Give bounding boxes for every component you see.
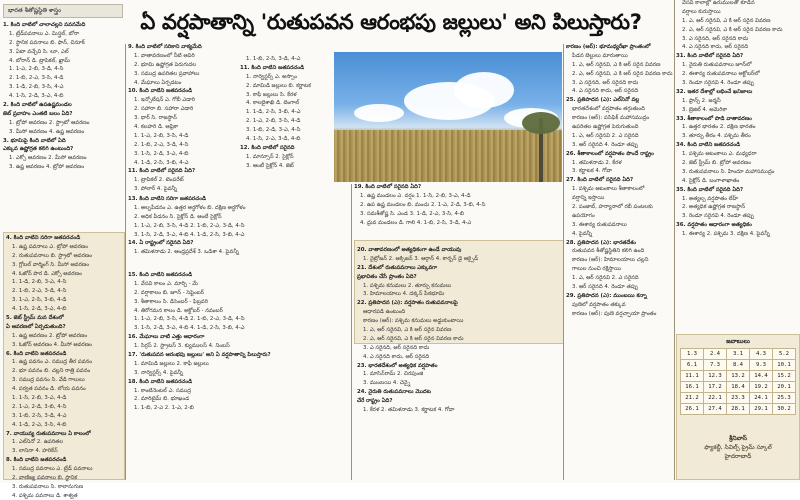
option-text: 3. ఆర్ సరైనది 4. రెండూ తప్పు xyxy=(572,284,639,291)
option-text: 1. ఉష్ణ పవనం ఎ. సముద్ర తీర పవనం xyxy=(12,359,93,366)
option-text: 2. ఎ, ఆర్ సరైనవి, ఎ కి ఆర్ సరైన వివరణ కాదు xyxy=(682,26,783,33)
option-text: 3. తూర్పు తీరం 4. పశ్చిమ తీరం xyxy=(682,133,751,140)
question-text: 21. దేశంలో రుతుపవనాలు ఎక్కువగా xyxy=(357,264,438,271)
option-text: 3. కర్ణాటక 4. గోవా xyxy=(572,168,612,175)
headline: ఏ వర్షపాతాన్ని 'రుతుపవన ఆరంభపు జల్లులు' అని పిలుస్తారు? xyxy=(140,10,642,34)
option-text: 2. 1-ఎ, 2-డి, 3-బి, 4-సి xyxy=(12,403,67,410)
column-1 xyxy=(3,22,123,238)
question-text: 9. కింది వాటిలో సరికాని వాక్యమేది xyxy=(128,44,202,50)
option-text: 3. పోలార్ 4. పైవన్నీ xyxy=(134,186,178,193)
option-text: 1. మాన్సూన్ 2. సైక్లోన్ xyxy=(246,153,294,160)
option-text: 3. 1-డి, 2-బి, 3-సి, 4-ఎ xyxy=(9,84,64,91)
option-text: 1. ఎ, ఆర్ సరైనవి 2. ఎ సరైనది xyxy=(572,132,639,139)
option-text: 4. 1-సి, 2-ఎ, 3-డి, 4-బి xyxy=(246,136,301,143)
option-text: 1. పశ్చిమ ఆటంకాలు శీతాకాలంలో xyxy=(572,186,645,193)
question-text: 7. వాయువ్య రుతుపవనాలు ఏ కాలంలో xyxy=(6,430,91,437)
option-text: 2. పంజాబ్, హర్యానాలో రబీ పంటలకు xyxy=(572,204,653,211)
option-text: 3. నార్వెస్టర్స్ 4. పైవన్నీ xyxy=(134,369,184,376)
question-text: 28. ప్రతిపాదన (ఎ): భారతదేశం xyxy=(566,239,636,246)
question-text: 5. జెట్ స్ట్రీమ్ మన దేశంలో xyxy=(6,315,64,322)
option-text: కారణం (ఆర్): హిమాలయాలు చల్లని xyxy=(572,257,649,264)
option-text: ఆధారపడి ఉంటుంది xyxy=(363,309,406,316)
answer-cell: 28.1 xyxy=(727,404,750,415)
option-text: 1. ఉష్ణ ఆవరణం 2. ట్రోపో ఆవరణం xyxy=(12,332,88,339)
option-text: 4. 1-సి, 2-డి, 3-ఎ, 4-బి xyxy=(12,306,67,313)
dry-grass xyxy=(334,130,562,182)
option-text: 3. ఉష్ణ ఆవరణం 4. ట్రోపో ఆవరణం xyxy=(9,164,85,171)
option-text: 3. థార్ సి. రాజస్థాన్ xyxy=(134,115,177,122)
answer-cell: 3.1 xyxy=(727,349,750,360)
answer-cell: 14.4 xyxy=(750,371,773,382)
answer-cell: 2.4 xyxy=(704,349,727,360)
option-text: 3. ఎ సరైనది, ఆర్ సరైనది కాదు xyxy=(572,79,639,86)
option-text: 1. కేరళ 2. తమిళనాడు 3. కర్ణాటక 4. గోవా xyxy=(363,407,455,414)
option-text: 3. ముంబయి 4. చెన్నై xyxy=(363,380,411,387)
option-text: 1. ఎ, ఆర్ సరైనవి, ఎ కి ఆర్ సరైన వివరణ xyxy=(682,17,771,24)
option-text: 3. మీసో ఆవరణం 4. ఉష్ణ ఆవరణం xyxy=(9,128,85,135)
option-text: 4. పర్వత పవనం డి. లోయ పవనం xyxy=(12,386,86,393)
option-text: 3. ఆంటీ సైక్లోన్ 4. జెట్ xyxy=(246,162,294,169)
answer-cell: 24.1 xyxy=(750,393,773,404)
option-text: 3. గ్లోబల్ వార్మింగ్ సి. మీసో ఆవరణం xyxy=(12,261,89,268)
option-text: 3. 1-ఎ, 2-సి, 3-బి, 4-డి xyxy=(12,297,67,304)
question-text: ఎక్కువ ఉష్ణోగ్రత కలిగి ఉంటుంది? xyxy=(3,146,74,153)
option-text: 2. ఈశాన్య రుతుపవనాలు అక్టోబర్‌లో xyxy=(682,71,760,78)
answer-cell: 11.1 xyxy=(681,371,704,382)
answer-cell: 8.4 xyxy=(727,360,750,371)
column-middle-bottom xyxy=(128,272,350,478)
option-text: 1. నైరుతి రుతుపవనాలు జూన్‌లో xyxy=(682,62,752,69)
question-text: ఏ ఆవరణలో ఏర్పడుతుంది? xyxy=(6,323,66,330)
option-text: 3. ఎ సరైనది, ఆర్ సరైనది కాదు xyxy=(682,35,749,42)
question-text: 35. కింది వాటిలో సరైనది ఏది? xyxy=(676,186,744,193)
question-text: 8. కింది వాటిని జతపరచండి xyxy=(6,457,67,464)
option-text: 4. 1-డి, 2-సి, 3-బి, 4-ఎ xyxy=(134,159,189,166)
field-sky-photo xyxy=(334,52,562,182)
question-text: 27. కింది వాటిలో సరైనది ఏది? xyxy=(566,177,634,184)
question-text: చేరే రాష్ట్రం ఏది? xyxy=(357,398,393,405)
column-1-box xyxy=(3,232,123,499)
column-rule xyxy=(351,184,352,480)
option-text: 3. 1-సి, 2-డి, 3-ఎ, 4-బి xyxy=(134,150,189,157)
answers-row xyxy=(681,404,796,415)
option-text: 4. ఎ సరైనది కాదు, ఆర్ సరైనది xyxy=(363,353,430,360)
answer-cell: 15.2 xyxy=(773,371,796,382)
option-text: 3. సముద్ర పవనం సి. వేడి గాలులు xyxy=(12,377,85,384)
option-text: 1. వాతావరణంలో నీటి ఆవిరి xyxy=(134,52,195,59)
question-text: 13. కింది వాటిని సరిగా జతపరచండి xyxy=(128,196,206,202)
author-credit xyxy=(680,434,796,461)
option-text: 1. మాసిన్‌రామ్ 2. చిరపుంజి xyxy=(363,371,424,378)
question-text: 2. కింది వాటిలో ఉపఉష్ణమండల xyxy=(3,102,72,109)
option-text: 4. 1-డి, 2-ఎ, 3-సి, 4-బి xyxy=(12,421,67,428)
author-city: హైదరాబాద్ xyxy=(724,453,752,460)
answer-cell: 27.4 xyxy=(704,404,727,415)
answers-row xyxy=(681,360,796,371)
option-text: 3. సముద్ర ఉపరితల ప్రవాహాలు xyxy=(134,70,200,77)
option-text: 4. కలహరి డి. ఆఫ్రికా xyxy=(134,124,179,131)
answer-cell: 25.3 xyxy=(773,393,796,404)
answer-cell: 4.3 xyxy=(750,349,773,360)
answer-cell: 18.4 xyxy=(727,382,750,393)
question-text: 12. కింది వాటిలో సరైనది xyxy=(240,144,295,151)
option-text: 1. ఉష్ణ మండలం ఎ. వర్షం 1. 1-సి, 2-బి, 3-ఎ, 4-డి xyxy=(360,192,471,199)
answers-row xyxy=(681,349,796,360)
option-text: 3. ఈశాన్య రుతుపవనాలు xyxy=(572,221,627,228)
option-text: 1. పశ్చిమ కనుమలు 2. తూర్పు కనుమలు xyxy=(363,282,452,289)
option-text: 4. సైక్లోన్ డి. బంగాళాఖాతం xyxy=(682,177,740,184)
question-text: 10. కింది వాటిని జతపరచండి xyxy=(128,88,193,95)
question-text: 15. కింది వాటిని జతపరచండి xyxy=(128,272,193,278)
option-text: 3. 1-బి, 2-సి, 3-డి, 4-ఎ xyxy=(12,412,67,419)
option-text: 1. 1-ఎ, 2-బి, 3-సి, 4-డి 2. 1-బి, 2-ఎ, 3-డి, 4-సి xyxy=(134,222,245,229)
answer-cell: 12.3 xyxy=(704,371,727,382)
answer-cell: 16.1 xyxy=(681,382,704,393)
option-text: 1. మామిడి జల్లులు 2. కాఫీ జల్లులు xyxy=(134,360,209,367)
answers-row xyxy=(681,371,796,382)
option-text: 1. 1-డి, 2-సి, 3-బి, 4-ఎ xyxy=(246,109,301,116)
option-text: 4. ఎ సరైనది కాదు, ఆర్ సరైనది xyxy=(572,88,639,95)
option-text: 1. ఉత్తర భారతం 2. దక్షిణ భారతం xyxy=(682,124,756,131)
option-text: 2. మారిటైమ్ బి. భూఖండ xyxy=(134,396,190,403)
option-text: 4. ఎ సరైనది కాదు, ఆర్ సరైనది xyxy=(682,44,749,51)
option-text: 1. 1-డి, 2-బి, 3-ఎ, 4-సి xyxy=(12,279,67,286)
question-text: కారణం (ఆర్): భూమధ్యరేఖా ప్రాంతంలో xyxy=(566,44,651,50)
option-text: 3. రెండూ సరైనవి 4. రెండూ తప్పు xyxy=(682,213,755,220)
option-text: 4. తిరోగమన కాలం డి. అక్టోబర్ - నవంబర్ xyxy=(134,307,223,314)
question-text: 11. కింది వాటిని జతపరచండి xyxy=(240,64,305,71)
option-text: 1. 1-ఎ, 2-బి, 3-డి, 4-సి xyxy=(9,66,64,73)
question-text: 11. కింది వాటిలో సరైనది ఏది? xyxy=(128,168,196,175)
question-text: 36. వర్షపాతం ఆధారంగా అత్యధికం xyxy=(676,222,752,229)
option-text: ఉపరితల ఉష్ణోగ్రత పెరుగుతుంది xyxy=(572,124,639,131)
option-text: 3. 1-సి, 2-డి, 3-ఎ, 4-బి 4. 1-డి, 2-సి, 3-బి, 4-ఎ xyxy=(134,231,245,238)
option-text: గాలుల నుంచి రక్షిస్తాయి xyxy=(572,266,621,273)
answer-cell: 10.1 xyxy=(773,360,796,371)
question-text: 18. కింది వాటిని జతపరచండి xyxy=(128,378,193,385)
answer-cell: 30.2 xyxy=(773,404,796,415)
option-text: 1. నైట్రోజన్ 2. ఆక్సిజన్ 3. ఆర్గాన్ 4. కార్బన్ డై ఆక్సైడ్ xyxy=(363,255,479,262)
option-text: 4. బోరాన్ డి. ట్రాపికల్, ఖ్రామ్ xyxy=(9,57,71,64)
option-text: 1. 1-ఎ, 2-బి, 3-సి, 4-డి xyxy=(134,132,189,139)
answer-cell: 5.2 xyxy=(773,349,796,360)
option-text: 1. ఎ, ఆర్ సరైనవి, ఎ కి ఆర్ సరైన వివరణ xyxy=(572,61,661,68)
question-text: 32. ఇతర దేశాల్లో లభించే ఖనిజాలు xyxy=(676,88,753,95)
option-text: 1. ట్రేడ్‌పవనాలు ఎ. మిస్త్రల్, బోరా xyxy=(9,30,80,37)
option-text: 3. రుతుపవనాలు సి. కాలానుగుణ xyxy=(12,483,84,490)
option-text: 2. మామిడి జల్లులు బి. కర్ణాటక xyxy=(246,82,311,89)
option-text: 3. కాఫీ జల్లులు సి. కేరళ xyxy=(246,91,297,98)
section-tag: భారత శీతోష్ణస్థితి శాస్త్రం xyxy=(3,4,123,18)
column-center-lower xyxy=(354,244,564,480)
column-2 xyxy=(128,44,238,192)
tree-canopy xyxy=(522,112,560,134)
option-text: 4. 1-సి, 2-డి, 3-ఎ, 4-బి xyxy=(9,93,64,100)
option-text: 2. ఎ, ఆర్ సరైనవి, ఎ కి ఆర్ సరైన వివరణ కాదు xyxy=(363,335,464,342)
option-text: 2. జెట్ స్ట్రీమ్ బి. ట్రోపో ఆవరణం xyxy=(682,160,751,167)
option-text: కారణం (ఆర్): పుణె వర్షచ్ఛాయా ప్రాంతం xyxy=(572,310,657,317)
option-text: 2. భూ పవనం బి. చల్లని రాత్రి పవనం xyxy=(12,368,91,375)
option-text: 1. 1-బి, 2-సి, 3-డి, 4-ఎ xyxy=(246,56,301,62)
answers-title: జవాబులు xyxy=(726,338,750,345)
option-text: 1. పశ్చిమ ఆటంకాలు ఎ. మధ్యధరా xyxy=(682,151,757,158)
question-text: 22. ప్రతిపాదన (ఎ): వర్షపాతం రుతుపవనాలపై xyxy=(357,300,458,307)
question-text: 23. భారతదేశంలో అత్యధిక వర్షపాతం xyxy=(357,362,438,369)
question-text: జెట్ ప్రవాహం ఎంతటి బలం ఏది? xyxy=(3,110,73,117)
column-rule xyxy=(125,44,126,480)
option-text: 2. ఉప ఉష్ణ మండలం బి. మంచు 2. 1-ఎ, 2-డి, 3-బి, 4-సి xyxy=(360,201,486,208)
question-text: 24. నైరుతి రుతుపవనాలు మొదట xyxy=(357,389,431,396)
column-rule xyxy=(674,0,675,480)
question-text: 16. మేఘాలు వాటి ఎత్తు ఆధారంగా xyxy=(128,334,205,341)
column-5 xyxy=(566,44,674,476)
option-text: కారణం (ఆర్): పశ్చిమ కనుమలు అడ్డుకుంటాయి xyxy=(363,318,464,325)
option-text: 2. సహారా బి. సహారా ఎడారి xyxy=(134,106,194,113)
option-text: 1. ఎ, ఆర్ సరైనవి, ఎ కి ఆర్ సరైన వివరణ xyxy=(363,327,452,334)
option-text: 1. అల్పపీడనం ఎ. ఉత్తర అర్ధగోళం బి. దక్షిణ అర్ధగోళం xyxy=(134,204,246,211)
cloud xyxy=(454,72,514,108)
option-text: 3. రెండూ సరైనవి 4. రెండూ తప్పు xyxy=(682,80,755,87)
option-text: రుతుపవన శీతోష్ణస్థితిని కలిగి ఉంది xyxy=(572,248,645,255)
option-text: 1. కాంటినెంటల్ ఎ. సముద్ర xyxy=(134,387,191,394)
option-text: 4. మేఘాలు ఏర్పడటం xyxy=(134,79,182,86)
option-text: 4. పైవన్నీ xyxy=(572,230,593,237)
option-text: 3. సమశీతోష్ణ సి. ఎండ 3. 1-డి, 2-ఎ, 3-సి, 4-బి xyxy=(360,210,465,217)
answer-cell: 20.1 xyxy=(773,382,796,393)
option-text: 2. స్థానిక పవనాలు బి. ఫాన్, చినూక్ xyxy=(9,39,85,46)
option-text: కారణం (ఆర్): పసిఫిక్ మహాసముద్రం xyxy=(572,115,650,122)
question-text: 29. ప్రతిపాదన (ఎ): ముంబయి కన్నా xyxy=(566,292,647,299)
option-text: భారతదేశంలో వర్షపాతం తగ్గుతుంది xyxy=(572,106,645,113)
option-text: 2. రుతుపవనాలు బి. స్ట్రాటో ఆవరణం xyxy=(12,252,92,259)
question-text: 34. కింది వాటిని జతపరచండి xyxy=(676,142,741,149)
question-text: 33. శీతాకాలంలో పొడి వాతావరణం xyxy=(676,115,752,122)
answer-cell: 22.1 xyxy=(704,393,727,404)
column-3 xyxy=(240,56,330,192)
option-text: 4. కాలబైశాఖి డి. బెంగాల్ xyxy=(246,100,300,107)
answer-cell: 19.2 xyxy=(750,382,773,393)
question-text: 31. కింది వాటిలో సరైనది ఏది? xyxy=(676,53,744,60)
question-text: 25. ప్రతిపాదన (ఎ): ఎల్‌నినో వల్ల xyxy=(566,97,640,104)
question-text: 26. శీతాకాలంలో వర్షపాతం పొందే రాష్ట్రం xyxy=(566,150,654,157)
option-text: 1. 1-ఎ, 2-బి, 3-సి, 4-డి 2. 1-బి, 2-ఎ, 3-డి, 4-సి xyxy=(134,316,245,323)
question-text: 4. కింది వాటిని సరిగా జతపరచండి xyxy=(6,235,81,241)
option-text: 2. 1-బి, 2-ఎ, 3-డి, 4-సి xyxy=(134,141,189,148)
option-text: 3. శీతాకాలం సి. డిసెంబర్ - ఫిబ్రవరి xyxy=(134,298,208,305)
question-text: 20. వాతావరణంలో అత్యధికంగా ఉండే వాయువు xyxy=(357,247,462,253)
answer-cell: 17.2 xyxy=(704,382,727,393)
question-text: 3. భూమిపై కింది వాటిలో ఏది xyxy=(3,137,66,144)
option-text: 1. ఎ, ఆర్ సరైనవి 2. ఎ సరైనది xyxy=(572,275,639,282)
option-text: 2. అత్యధిక ఉష్ణోగ్రత రాజస్థాన్ xyxy=(682,204,746,211)
option-text: ఉపయోగం xyxy=(572,212,595,219)
option-text: 1. 1-సి, 2-బి, 3-ఎ, 4-డి xyxy=(12,395,67,402)
column-middle-lower xyxy=(128,196,350,272)
option-text: 3. 1-సి, 2-డి, 3-ఎ, 4-బి 4. 1-డి, 2-సి, 3-బి, 4-ఎ xyxy=(134,325,245,332)
option-text: 3. బ్రెజిల్ 4. అమెరికా xyxy=(682,106,728,113)
option-text: 1. వేసవి కాలం ఎ. మార్చి - మే xyxy=(134,280,199,287)
answer-cell: 21.2 xyxy=(681,393,704,404)
option-text: 1. ఇన్సోలేషన్ ఎ. గోబీ ఎడారి xyxy=(134,97,195,104)
option-text: 1. సముద్ర పవనాలు ఎ. ట్రేడ్ పవనాలు xyxy=(12,466,93,473)
question-text: 19. కింది వాటిలో సరైనది ఏది? xyxy=(354,184,422,190)
column-6 xyxy=(676,0,800,334)
question-text: 14. ఏ రాష్ట్రంలో సరైనది ఏది? xyxy=(128,240,194,247)
option-text: వేసవి కాలాల్లో ఉరుములతో కూడిన xyxy=(682,0,755,6)
option-text: 2. 1-ఎ, 2-బి, 3-సి, 4-డి xyxy=(246,118,301,125)
option-text: 3. 1-బి, 2-డి, 3-ఎ, 4-సి xyxy=(246,127,301,134)
option-text: 2. ఎ, ఆర్ సరైనవి, ఎ కి ఆర్ సరైన వివరణ కాదు xyxy=(572,70,673,77)
option-text: 1. ఫ్రాన్స్ 2. జర్మనీ xyxy=(682,97,721,104)
option-text: 4. ఓజోన్ పొర డి. ఎక్సో ఆవరణం xyxy=(12,270,82,277)
answer-cell: 29.1 xyxy=(750,404,773,415)
answer-cell: 13.2 xyxy=(727,371,750,382)
option-text: 3. హిమాలయాలు 4. దక్కన్ పీఠభూమి xyxy=(363,291,445,298)
option-text: 4. ధ్రువ మండలం డి. గాలి 4. 1-బి, 2-సి, 3-డి, 4-ఎ xyxy=(360,219,472,226)
author-title: ఫ్యాకల్టీ, సివిల్స్ ప్రైమ్ స్కూల్ xyxy=(704,444,772,451)
option-text: 3. ఎ సరైనది, ఆర్ సరైనది కాదు xyxy=(363,344,430,351)
option-text: 3. రుతుపవనాలు సి. హిందూ మహాసముద్రం xyxy=(682,168,775,175)
question-text: 1. కింది వాటిలో చాలాచల్లని పవనమేది xyxy=(3,22,86,28)
question-text: 17. 'రుతుపవన ఆరంభపు జల్లులు' అని ఏ వర్షపాతాన్ని పిలుస్తారు? xyxy=(128,352,271,359)
option-text: 2. భూమి ఉష్ణోగ్రత పెరుగుదల xyxy=(134,61,197,68)
column-4 xyxy=(354,184,564,240)
option-text: 3. ఏటా వచ్చేవి సి. లూ, ఎల్ xyxy=(9,48,69,55)
option-text: 1. అత్యల్ప వర్షపాతం లేహ్ xyxy=(682,195,739,202)
option-text: వర్షాన్ని ఇస్తాయి xyxy=(572,195,605,202)
option-text: 1. తమిళనాడు 2. కేరళ xyxy=(572,159,622,166)
cloud xyxy=(354,104,404,122)
option-text: పుణెలో వర్షపాతం తక్కువ xyxy=(572,301,626,308)
option-text: వర్షాలు కురుస్తాయి xyxy=(682,8,721,15)
answer-cell: 23.3 xyxy=(727,393,750,404)
option-text: 1. నార్వెస్టర్స్ ఎ. అస్సాం xyxy=(246,73,297,80)
option-text: 1. సిర్రస్ 2. స్ట్రాటస్ 3. క్యుములస్ 4. నింబస్ xyxy=(134,343,230,350)
answer-cell: 6.1 xyxy=(681,360,704,371)
answers-row xyxy=(681,382,796,393)
option-text: 1. ఈశాన్య 2. పశ్చిమ 3. దక్షిణ 4. పైవన్నీ xyxy=(682,231,770,238)
option-text: 3. ఓజోన్ ఆవరణం 4. మీసో ఆవరణం xyxy=(12,341,92,348)
question-text: 6. కింది వాటిని జతపరచండి xyxy=(6,350,67,357)
option-text: 1. ఉష్ణ పవనాలు ఎ. ట్రోపో ఆవరణం xyxy=(12,243,88,250)
option-text: 2. వర్షాకాలం బి. జూన్ - సెప్టెంబర్ xyxy=(134,289,204,296)
option-text: 1. ట్రోపో ఆవరణం 2. స్ట్రాటో ఆవరణం xyxy=(9,119,90,126)
answer-cell: 1.3 xyxy=(681,349,704,360)
option-text: 3. లానినా 4. హరికేన్ xyxy=(12,448,58,455)
answer-cell: 7.3 xyxy=(704,360,727,371)
option-text: 1. ట్రాపికల్ 2. టెంపరేట్ xyxy=(134,177,184,184)
answers-row xyxy=(681,393,796,404)
answer-cell: 26.1 xyxy=(681,404,704,415)
option-text: 1. తమిళనాడు 2. ఆంధ్రప్రదేశ్ 3. ఒడిశా 4. పైవన్నీ xyxy=(134,249,239,256)
option-text: 1. ఎక్సో ఆవరణం 2. మీసో ఆవరణం xyxy=(9,155,87,162)
answer-cell: 9.3 xyxy=(750,360,773,371)
answers-table xyxy=(680,348,796,415)
option-text: 4. పశ్చిమ పవనాలు డి. శాశ్వత xyxy=(12,492,78,499)
question-text: ప్రభావితం చేసే ప్రాంతం ఏది? xyxy=(357,273,417,280)
option-text: 2. 1-బి, 2-ఎ, 3-సి, 4-డి xyxy=(9,75,64,82)
option-text: 3. ఆర్ సరైనది 4. రెండూ తప్పు xyxy=(572,141,639,148)
option-text: పీడన బెల్టులు మారుతాయి xyxy=(572,52,628,59)
author-name: శ్రీనివాస్ xyxy=(729,435,747,442)
option-text: 2. అధిక పీడనం సి. సైక్లోన్ డి. ఆంటీ సైక్లోన్ xyxy=(134,213,222,220)
option-text: 2. వాణిజ్య పవనాలు బి. స్థానిక xyxy=(12,475,78,482)
option-text: 1. 1-బి, 2-ఎ 2. 1-ఎ, 2-బి xyxy=(134,405,194,412)
option-text: 1. ఎల్‌నినో 2. ఉపరితల xyxy=(12,439,64,446)
option-text: 2. 1-బి, 2-ఎ, 3-డి, 4-సి xyxy=(12,288,67,295)
